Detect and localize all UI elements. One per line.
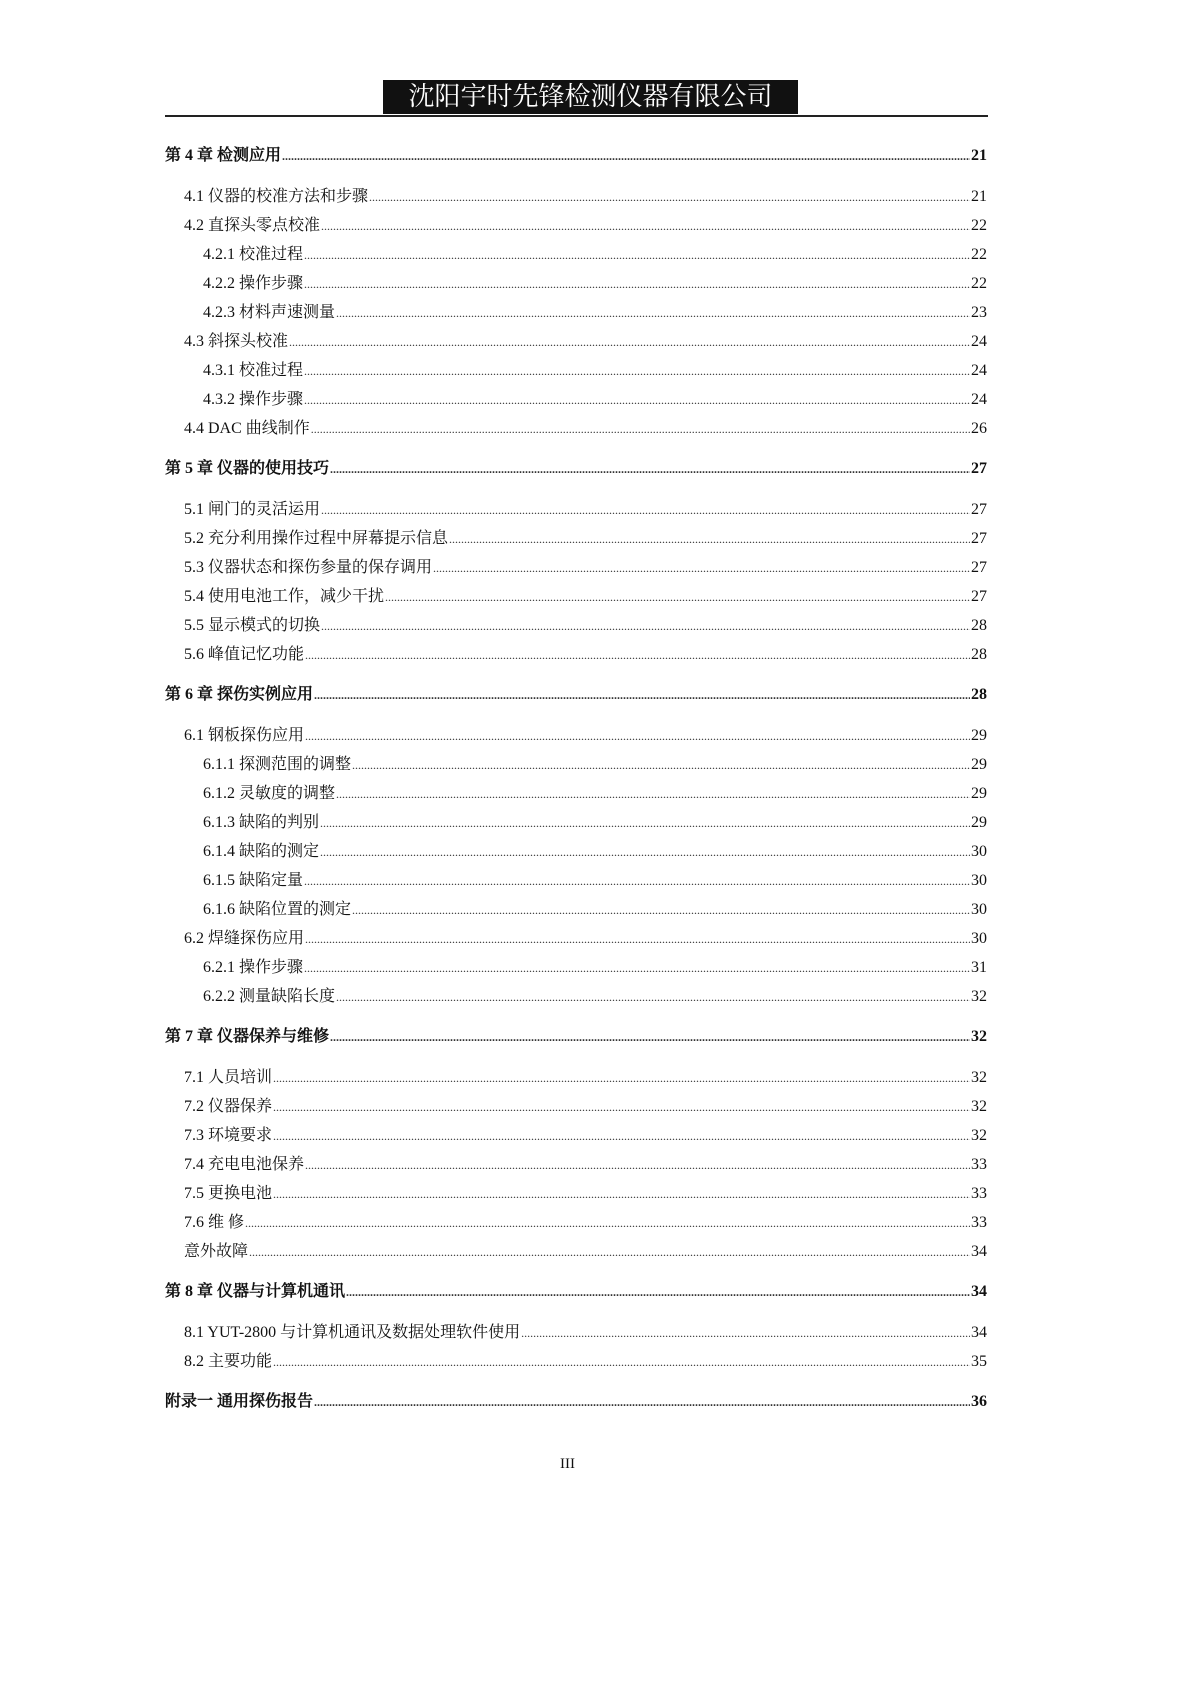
toc-entry-page: 22 — [971, 246, 987, 263]
dot-leader — [249, 1237, 970, 1267]
toc-entry[interactable] — [165, 582, 987, 611]
toc-entry-page: 32 — [971, 988, 987, 1005]
toc-entry-title: 5.3 仪器状态和探伤参量的保存调用 — [184, 559, 433, 576]
toc-chapter-entry[interactable] — [165, 141, 987, 170]
toc-entry[interactable] — [165, 1121, 987, 1150]
dot-leader — [336, 779, 970, 809]
dot-leader — [314, 680, 970, 710]
toc-entry-title: 6.1.3 缺陷的判别 — [203, 814, 320, 831]
toc-entry-title: 7.1 人员培训 — [184, 1069, 273, 1086]
dot-leader — [311, 414, 970, 444]
dot-leader — [305, 1150, 970, 1180]
toc-entry-page: 27 — [971, 501, 987, 518]
toc-entry-page: 33 — [971, 1185, 987, 1202]
toc-entry-title: 4.2 直探头零点校准 — [184, 217, 321, 234]
toc-entry[interactable] — [165, 1150, 987, 1179]
toc-chapter-entry[interactable] — [165, 1277, 987, 1306]
toc-entry-page: 22 — [971, 275, 987, 292]
toc-entry[interactable] — [165, 269, 987, 298]
toc-entry-page: 30 — [971, 872, 987, 889]
dot-leader — [304, 269, 970, 299]
toc-entry[interactable] — [165, 356, 987, 385]
toc-entry-page: 29 — [971, 814, 987, 831]
dot-leader — [352, 895, 970, 925]
toc-entry-page: 30 — [971, 843, 987, 860]
page-number: III — [560, 1456, 575, 1472]
header-divider — [165, 115, 988, 117]
toc-entry-title: 4.2.1 校准过程 — [203, 246, 304, 263]
dot-leader — [320, 837, 970, 867]
toc-entry[interactable] — [165, 837, 987, 866]
toc-entry-page: 22 — [971, 217, 987, 234]
toc-entry[interactable] — [165, 1237, 987, 1266]
toc-entry-title: 8.2 主要功能 — [184, 1353, 273, 1370]
dot-leader — [321, 211, 970, 241]
toc-chapter-entry[interactable] — [165, 1387, 987, 1416]
toc-entry-page: 29 — [971, 727, 987, 744]
toc-entry-page: 27 — [971, 588, 987, 605]
toc-entry[interactable] — [165, 779, 987, 808]
toc-entry-page: 29 — [971, 756, 987, 773]
toc-entry-title: 第 6 章 探伤实例应用 — [165, 686, 314, 703]
dot-leader — [304, 385, 970, 415]
dot-leader — [273, 1092, 970, 1122]
toc-entry[interactable] — [165, 553, 987, 582]
toc-entry-page: 27 — [971, 460, 987, 477]
toc-entry[interactable] — [165, 750, 987, 779]
dot-leader — [352, 750, 970, 780]
toc-entry-title: 6.1 钢板探伤应用 — [184, 727, 305, 744]
dot-leader — [304, 240, 970, 270]
toc-entry-page: 27 — [971, 530, 987, 547]
toc-entry[interactable] — [165, 240, 987, 269]
toc-entry-title: 4.2.2 操作步骤 — [203, 275, 304, 292]
toc-entry-page: 21 — [971, 188, 987, 205]
dot-leader — [521, 1318, 970, 1348]
toc-entry[interactable] — [165, 1092, 987, 1121]
toc-entry[interactable] — [165, 298, 987, 327]
toc-entry-title: 附录一 通用探伤报告 — [165, 1393, 314, 1410]
dot-leader — [314, 1387, 970, 1417]
dot-leader — [320, 808, 970, 838]
dot-leader — [273, 1347, 970, 1377]
toc-entry-title: 7.5 更换电池 — [184, 1185, 273, 1202]
toc-entry-title: 4.3 斜探头校准 — [184, 333, 289, 350]
dot-leader — [304, 356, 970, 386]
toc-entry-title: 4.2.3 材料声速测量 — [203, 304, 336, 321]
toc-entry-page: 24 — [971, 362, 987, 379]
toc-entry[interactable] — [165, 1179, 987, 1208]
dot-leader — [336, 982, 970, 1012]
toc-entry-title: 7.4 充电电池保养 — [184, 1156, 305, 1173]
toc-entry[interactable] — [165, 414, 987, 443]
dot-leader — [330, 1022, 970, 1052]
toc-entry-page: 36 — [971, 1393, 987, 1410]
toc-entry-title: 5.5 显示模式的切换 — [184, 617, 321, 634]
toc-entry[interactable] — [165, 1318, 987, 1347]
toc-entry[interactable] — [165, 640, 987, 669]
toc-entry-page: 21 — [971, 147, 987, 164]
toc-entry[interactable] — [165, 1347, 987, 1376]
toc-entry-page: 34 — [971, 1324, 987, 1341]
toc-entry-page: 28 — [971, 646, 987, 663]
toc-entry-title: 8.1 YUT-2800 与计算机通讯及数据处理软件使用 — [184, 1324, 521, 1341]
toc-entry-title: 第 5 章 仪器的使用技巧 — [165, 460, 330, 477]
dot-leader — [321, 611, 970, 641]
toc-entry-page: 26 — [971, 420, 987, 437]
toc-entry[interactable] — [165, 327, 987, 356]
toc-entry[interactable] — [165, 982, 987, 1011]
toc-chapter-entry[interactable] — [165, 680, 987, 709]
dot-leader — [433, 553, 970, 583]
toc-entry-page: 23 — [971, 304, 987, 321]
toc-entry[interactable] — [165, 524, 987, 553]
toc-entry-title: 4.3.1 校准过程 — [203, 362, 304, 379]
toc-entry-page: 28 — [971, 617, 987, 634]
toc-entry-title: 4.1 仪器的校准方法和步骤 — [184, 188, 369, 205]
dot-leader — [385, 582, 970, 612]
dot-leader — [282, 141, 970, 171]
toc-entry-page: 33 — [971, 1214, 987, 1231]
toc-chapter-entry[interactable] — [165, 1022, 987, 1051]
toc-entry[interactable] — [165, 924, 987, 953]
toc-entry-page: 24 — [971, 333, 987, 350]
toc-entry[interactable] — [165, 866, 987, 895]
toc-entry-page: 32 — [971, 1127, 987, 1144]
toc-entry-page: 32 — [971, 1028, 987, 1045]
toc-entry[interactable] — [165, 1208, 987, 1237]
toc-entry-title: 5.1 闸门的灵活运用 — [184, 501, 321, 518]
toc-entry-page: 33 — [971, 1156, 987, 1173]
toc-entry[interactable] — [165, 808, 987, 837]
toc-entry[interactable] — [165, 385, 987, 414]
toc-entry-title: 第 4 章 检测应用 — [165, 147, 282, 164]
toc-chapter-entry[interactable] — [165, 454, 987, 483]
toc-entry[interactable] — [165, 1063, 987, 1092]
toc-entry-title: 7.6 维 修 — [184, 1214, 245, 1231]
toc-entry-title: 4.3.2 操作步骤 — [203, 391, 304, 408]
toc-entry[interactable] — [165, 953, 987, 982]
dot-leader — [369, 182, 970, 212]
table-of-contents — [165, 141, 987, 1428]
toc-entry-page: 28 — [971, 686, 987, 703]
toc-entry-page: 24 — [971, 391, 987, 408]
toc-entry-title: 5.2 充分利用操作过程中屏幕提示信息 — [184, 530, 449, 547]
toc-entry-page: 32 — [971, 1098, 987, 1115]
toc-entry[interactable] — [165, 611, 987, 640]
toc-entry-title: 6.1.1 探测范围的调整 — [203, 756, 352, 773]
toc-entry-title: 6.1.2 灵敏度的调整 — [203, 785, 336, 802]
dot-leader — [336, 298, 970, 328]
dot-leader — [304, 866, 970, 896]
toc-entry-page: 31 — [971, 959, 987, 976]
toc-entry-page: 29 — [971, 785, 987, 802]
toc-entry-title: 第 8 章 仪器与计算机通讯 — [165, 1283, 346, 1300]
toc-entry-page: 34 — [971, 1283, 987, 1300]
dot-leader — [273, 1063, 970, 1093]
dot-leader — [305, 924, 970, 954]
toc-entry-title: 6.2.1 操作步骤 — [203, 959, 304, 976]
toc-entry-title: 4.4 DAC 曲线制作 — [184, 420, 310, 437]
toc-entry-title: 7.3 环境要求 — [184, 1127, 273, 1144]
toc-entry-page: 34 — [971, 1243, 987, 1260]
toc-entry-title: 6.1.5 缺陷定量 — [203, 872, 304, 889]
dot-leader — [273, 1179, 970, 1209]
toc-entry-title: 7.2 仪器保养 — [184, 1098, 273, 1115]
toc-entry-page: 30 — [971, 901, 987, 918]
toc-entry-title: 6.1.4 缺陷的测定 — [203, 843, 320, 860]
dot-leader — [449, 524, 970, 554]
dot-leader — [245, 1208, 970, 1238]
dot-leader — [304, 953, 970, 983]
dot-leader — [273, 1121, 970, 1151]
toc-entry-title: 6.2.2 测量缺陷长度 — [203, 988, 336, 1005]
toc-entry-page: 32 — [971, 1069, 987, 1086]
toc-entry-title: 6.1.6 缺陷位置的测定 — [203, 901, 352, 918]
toc-entry-title: 6.2 焊缝探伤应用 — [184, 930, 305, 947]
dot-leader — [321, 495, 970, 525]
toc-entry[interactable] — [165, 495, 987, 524]
dot-leader — [330, 454, 970, 484]
toc-entry[interactable] — [165, 721, 987, 750]
toc-entry[interactable] — [165, 895, 987, 924]
toc-entry-title: 意外故障 — [184, 1243, 249, 1260]
dot-leader — [346, 1277, 970, 1307]
dot-leader — [305, 640, 970, 670]
toc-entry[interactable] — [165, 211, 987, 240]
company-header-banner: 沈阳宇时先锋检测仪器有限公司 — [383, 80, 798, 114]
toc-entry-title: 5.6 峰值记忆功能 — [184, 646, 305, 663]
toc-entry-title: 5.4 使用电池工作，减少干扰 — [184, 588, 385, 605]
toc-entry-title: 第 7 章 仪器保养与维修 — [165, 1028, 330, 1045]
toc-entry-page: 30 — [971, 930, 987, 947]
toc-entry-page: 35 — [971, 1353, 987, 1370]
toc-entry-page: 27 — [971, 559, 987, 576]
toc-entry[interactable] — [165, 182, 987, 211]
dot-leader — [289, 327, 970, 357]
dot-leader — [305, 721, 970, 751]
